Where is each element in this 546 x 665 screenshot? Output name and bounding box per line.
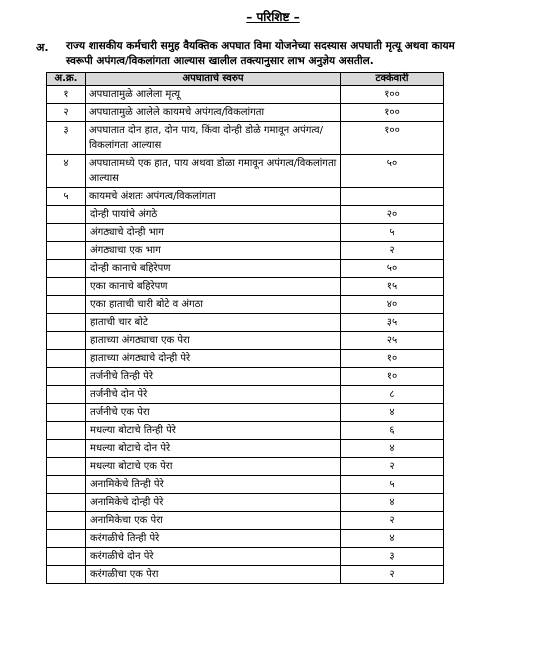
- row-description: अपघातामुळे आलेला मृत्यू: [86, 86, 341, 104]
- row-serial: ४: [47, 155, 86, 188]
- row-percentage: २: [341, 458, 444, 476]
- row-serial: [47, 530, 86, 548]
- table-row: [47, 224, 444, 242]
- row-serial: [47, 314, 86, 332]
- row-percentage: २०: [341, 206, 444, 224]
- row-description: अनामिकेचे तिन्ही पेरे: [86, 476, 341, 494]
- row-description: अनामिकेचे दोन्ही पेरे: [86, 494, 341, 512]
- page-title: [0, 8, 546, 25]
- row-percentage: ५: [341, 476, 444, 494]
- row-serial: [47, 566, 86, 584]
- row-serial: [47, 458, 86, 476]
- row-percentage: १००: [341, 104, 444, 122]
- row-serial: [47, 494, 86, 512]
- row-description: अपघातामध्ये एक हात, पाय अथवा डोळा गमावून अपंगत्व/विकलांगता आल्यास: [86, 155, 341, 188]
- table-row: [47, 314, 444, 332]
- header-description: अपघाताचे स्वरुप: [86, 73, 341, 86]
- row-description: तर्जनीचे तिन्ही पेरे: [86, 368, 341, 386]
- table-row: [47, 155, 444, 188]
- row-percentage: १०: [341, 368, 444, 386]
- row-percentage: ६: [341, 422, 444, 440]
- row-serial: [47, 296, 86, 314]
- row-serial: [47, 440, 86, 458]
- header-serial: अ.क्र.: [47, 73, 86, 86]
- page-title-text: – परिशिष्ट –: [246, 10, 300, 24]
- row-description: करंगळीचे तिन्ही पेरे: [86, 530, 341, 548]
- table-row: [47, 368, 444, 386]
- row-percentage: ४: [341, 440, 444, 458]
- row-serial: [47, 548, 86, 566]
- table-row: [47, 122, 444, 155]
- table-row: [47, 278, 444, 296]
- intro-marker: अ.: [36, 41, 49, 54]
- row-description: तर्जनीचे एक पेरा: [86, 404, 341, 422]
- table-row: [47, 242, 444, 260]
- row-percentage: २: [341, 566, 444, 584]
- row-description: मधल्या बोटाचे तिन्ही पेरे: [86, 422, 341, 440]
- row-serial: [47, 242, 86, 260]
- row-serial: [47, 512, 86, 530]
- table-row: [47, 260, 444, 278]
- row-description: हाताच्या अंगठ्याचा एक पेरा: [86, 332, 341, 350]
- table-row: [47, 494, 444, 512]
- row-percentage: ५०: [341, 155, 444, 188]
- row-serial: [47, 332, 86, 350]
- row-percentage: २: [341, 242, 444, 260]
- table-row: [47, 530, 444, 548]
- row-percentage: १००: [341, 86, 444, 104]
- row-percentage: २: [341, 512, 444, 530]
- table-row: [47, 458, 444, 476]
- row-description: दोन्ही पायांचे अंगठे: [86, 206, 341, 224]
- row-serial: [47, 350, 86, 368]
- row-percentage: २५: [341, 332, 444, 350]
- table-row: [47, 188, 444, 206]
- table-row: [47, 512, 444, 530]
- row-percentage: १००: [341, 122, 444, 155]
- row-percentage: [341, 188, 444, 206]
- row-serial: [47, 260, 86, 278]
- row-serial: ५: [47, 188, 86, 206]
- row-percentage: ३: [341, 548, 444, 566]
- row-percentage: ५: [341, 224, 444, 242]
- row-serial: [47, 368, 86, 386]
- row-description: अंगठ्याचा एक भाग: [86, 242, 341, 260]
- table-row: [47, 104, 444, 122]
- row-description: मधल्या बोटाचे एक पेरा: [86, 458, 341, 476]
- row-description: अपघातात दोन हात, दोन पाय, किंवा दोन्ही डोळे गमावून अपंगत्व/विकलांगता आल्यास: [86, 122, 341, 155]
- row-percentage: १५: [341, 278, 444, 296]
- table-row: [47, 548, 444, 566]
- row-description: अपघातामुळे आलेले कायमचे अपंगत्व/विकलांगता: [86, 104, 341, 122]
- intro-paragraph: राज्य शासकीय कर्मचारी समुह वैयक्तिक अपघात विमा योजनेच्या सदस्यास अपघाती मृत्यू अथवा कायम स्वरूपी अपंगत्व/विकलांगता आल्यास खालील तक्त्यानुसार लाभ अनुज्ञेय असतील.: [66, 40, 455, 67]
- table-row: [47, 350, 444, 368]
- row-serial: [47, 404, 86, 422]
- row-serial: [47, 206, 86, 224]
- row-description: एका हाताची चारी बोटे व अंगठा: [86, 296, 341, 314]
- row-description: तर्जनीचे दोन पेरे: [86, 386, 341, 404]
- row-serial: ३: [47, 122, 86, 155]
- row-serial: [47, 476, 86, 494]
- table-row: [47, 422, 444, 440]
- row-percentage: ४: [341, 494, 444, 512]
- row-serial: १: [47, 86, 86, 104]
- row-description: कायमचे अंशतः अपंगत्व/विकलांगता: [86, 188, 341, 206]
- table-row: [47, 86, 444, 104]
- table-header-row: [47, 73, 444, 86]
- table-row: [47, 296, 444, 314]
- row-percentage: ५०: [341, 260, 444, 278]
- table-row: [47, 566, 444, 584]
- table-row: [47, 476, 444, 494]
- benefit-table: [46, 72, 444, 584]
- table-row: [47, 440, 444, 458]
- row-percentage: ८: [341, 386, 444, 404]
- row-description: अंगठ्याचे दोन्ही भाग: [86, 224, 341, 242]
- row-percentage: १०: [341, 350, 444, 368]
- row-description: अनामिकेचा एक पेरा: [86, 512, 341, 530]
- row-serial: [47, 224, 86, 242]
- row-description: एका कानाचे बहिरेपण: [86, 278, 341, 296]
- row-percentage: ४: [341, 404, 444, 422]
- row-description: करंगळीचे दोन पेरे: [86, 548, 341, 566]
- table-row: [47, 404, 444, 422]
- row-description: मधल्या बोटाचे दोन पेरे: [86, 440, 341, 458]
- row-description: हाताच्या अंगठ्याचे दोन्ही पेरे: [86, 350, 341, 368]
- row-serial: [47, 386, 86, 404]
- row-percentage: ३५: [341, 314, 444, 332]
- table-row: [47, 206, 444, 224]
- header-percentage: टक्केवारी: [341, 73, 444, 86]
- row-description: करंगळीचा एक पेरा: [86, 566, 341, 584]
- table-row: [47, 332, 444, 350]
- row-serial: २: [47, 104, 86, 122]
- row-percentage: ४: [341, 530, 444, 548]
- row-serial: [47, 278, 86, 296]
- row-serial: [47, 422, 86, 440]
- row-percentage: ४०: [341, 296, 444, 314]
- table-row: [47, 386, 444, 404]
- row-description: दोन्ही कानाचे बहिरेपण: [86, 260, 341, 278]
- row-description: हाताची चार बोटे: [86, 314, 341, 332]
